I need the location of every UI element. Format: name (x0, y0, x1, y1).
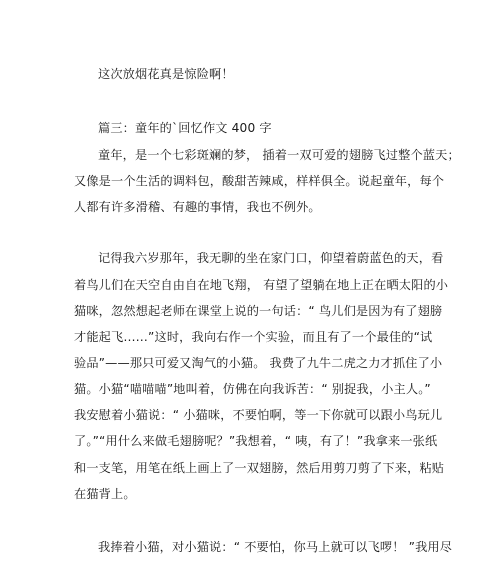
paragraph-line: 才能起飞……”这时，我向右作一个实验，而且有了一个最佳的“试 (74, 330, 433, 344)
section-heading: 篇三：童年的`回忆作文 400 字 (98, 121, 272, 135)
paragraph-line: 猫咪，忽然想起老师在课堂上说的一句话：“ 鸟儿们是因为有了翅膀 (74, 304, 443, 318)
paragraph-line: 我捧着小猫，对小猫说：“ 不要怕，你马上就可以飞啰！ ”我用尽 (98, 540, 453, 554)
paragraph-line: 在猫背上。 (74, 487, 136, 501)
paragraph-line: 又像是一个生活的调料包，酸甜苦辣咸，样样俱全。说起童年，每个 (74, 174, 445, 188)
paragraph-line: 童年，是一个七彩斑斓的梦， 插着一双可爱的翅膀飞过整个蓝天； (98, 148, 460, 162)
paragraph-line: 验品”——那只可爱又淘气的小猫。 我费了九牛二虎之力才抓住了小 (74, 356, 443, 370)
paragraph-line: 和一支笔，用笔在纸上画上了一双翅膀，然后用剪刀剪了下来，粘贴 (74, 461, 445, 475)
paragraph-line: 着鸟儿们在天空自由自在地飞翔， 有望了望躺在地上正在晒太阳的小 (74, 278, 449, 292)
paragraph-line: 记得我六岁那年，我无聊的坐在家门口，仰望着蔚蓝色的天，看 (98, 251, 444, 265)
closing-sentence: 这次放烟花真是惊险啊！ (98, 67, 234, 81)
paragraph-line: 人都有许多滑稽、有趣的事情，我也不例外。 (74, 200, 321, 214)
paragraph-line: 猫。小猫“喵喵喵”地叫着，仿佛在向我诉苦：“ 别捉我，小主人。” (74, 382, 431, 396)
paragraph-line: 我安慰着小猫说：“ 小猫咪，不要怕啊，等一下你就可以跟小鸟玩儿 (74, 408, 443, 422)
paragraph-line: 了。”“用什么来做毛翅膀呢？”我想着，“ 咦，有了！”我拿来一张纸 (74, 434, 438, 448)
